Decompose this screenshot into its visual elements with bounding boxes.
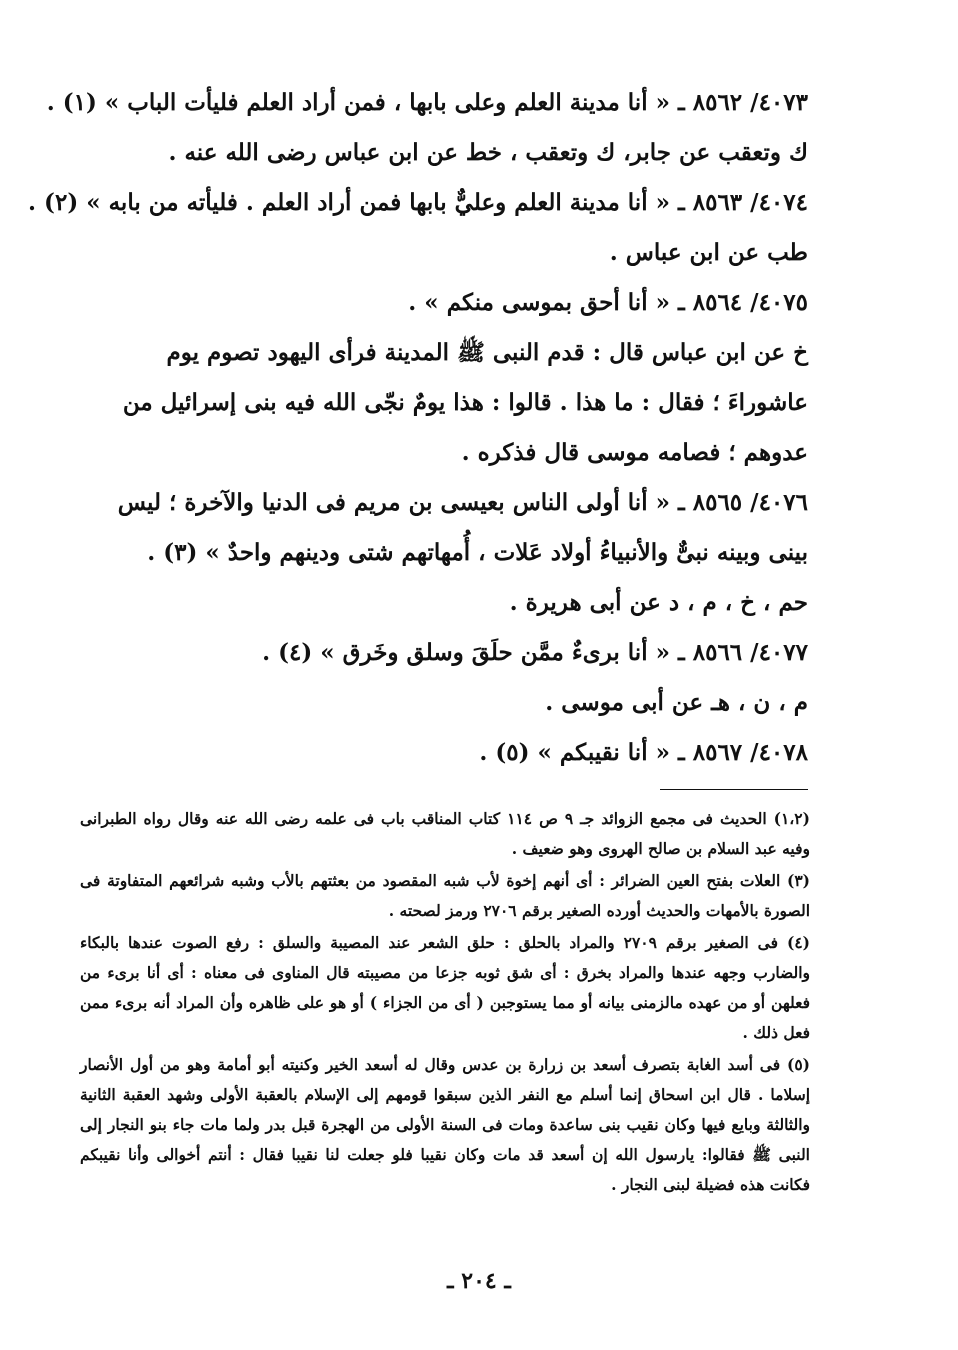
- hadith-4078: ٤٠٧٨/ ٨٥٦٧ ـ « أنا نقيبكم » (٥) .: [479, 739, 808, 766]
- footnote-3: (٣) العلات بفتح العين الضرائر : أى أنهم إخوة لأب شبه المقصود من بعثتهم بالأب وشبه شرائعهم المتفاوتة فى الصورة بالأمهات والحديث أورده الصغير برقم ٢٧٠٦ ورمز لصحته .: [80, 871, 810, 920]
- footnotes: [80, 804, 810, 1202]
- source-4077: م ، ن ، هـ عن أبى موسى .: [545, 689, 808, 716]
- footnote-5: (٥) فى أسد الغابة بتصرف أسعد بن زرارة بن عدس وقال له أسعد الخير وكنيته أبو أمامة وهو من أول الأنصار إسلاما . قال ابن اسحاق إنما أسلم مع النفر الذين سبقوا قومهم إلى الإسلام بالعقبة الأولى وشهد العقبة الثانية والثالثة وبايع فيها وكان نقيب بنى ساعدة ومات فى السنة الأولى من الهجرة قبل بدر ولما مات جاء بنو النجار إلى النبى ﷺ فقالوا: يارسول الله إن أسعد قد مات وكان نقيبا فلو جعلت لنا نقيبا فقال : أنتم أخوالى وأنا نقيبكم فكانت هذه فضيلة لبنى النجار .: [80, 1055, 810, 1194]
- hadith-4074: ٤٠٧٤/ ٨٥٦٣ ـ « أنا مدينة العلم وعليٌّ بابها فمن أراد العلم . فليأته من بابه » (٢) .: [28, 189, 808, 216]
- hadith-4077: ٤٠٧٧/ ٨٥٦٦ ـ « أنا برىءٌ ممَّن حلَقَ وسلق وخَرق » (٤) .: [262, 639, 808, 666]
- hadith-4073: ٤٠٧٣/ ٨٥٦٢ ـ « أنا مدينة العلم وعلى بابها ، فمن أراد العلم فليأت الباب » (١) .: [46, 89, 808, 116]
- source-4075-narration: خ عن ابن عباس قال : قدم النبى ﷺ المدينة فرأى اليهود تصوم يوم عاشوراءَ ؛ فقال : ما هذا . قالوا : هذا يومٌ نجّى الله فيه بنى إسرائيل من عدوهم ؛ فصامه موسى قال فذكره .: [122, 339, 808, 466]
- main-text: [28, 78, 808, 778]
- footnote-1-2: (١،٢) الحديث فى مجمع الزوائد جـ ٩ ص ١١٤ كتاب المناقب باب فى علمه رضى الله عنه وقال رواه الطبرانى وفيه عبد السلام بن صالح الهروى وهو ضعيف .: [80, 809, 810, 858]
- page-number: ـ ٢٠٤ ـ: [447, 1268, 511, 1294]
- source-4073: ك وتعقب عن جابر، ك وتعقب ، خط عن ابن عباس رضى الله عنه .: [168, 139, 808, 166]
- footnote-4: (٤) فى الصغير برقم ٢٧٠٩ والمراد بالحلق : حلق الشعر عند المصيبة والسلق : رفع الصوت عندها بالبكاء والضارب وجهه عندها والمراد بخرق : أى شق ثوبه جزعا من مصيبته قال المناوى فى معناه : أى أنا برىء من فعلهن أو من عهده مالزمنى بيانه أو مما يستوجبن ( أى من الجزاء ) أو هو على ظاهره وأن المراد أنه برىء ممن فعل ذلك .: [80, 933, 810, 1042]
- footnote-separator: [660, 789, 808, 790]
- source-4076: حم ، خ ، م ، د عن أبى هريرة .: [509, 589, 808, 616]
- source-4074: طب عن ابن عباس .: [609, 239, 808, 266]
- hadith-4075: ٤٠٧٥/ ٨٥٦٤ ـ « أنا أحق بموسى منكم » .: [408, 289, 808, 316]
- hadith-4076: ٤٠٧٦/ ٨٥٦٥ ـ « أنا أولى الناس بعيسى بن مريم فى الدنيا والآخرة ؛ ليس بينى وبينه نبىٌّ والأنبياءُ أولاد عَلات ، أُمهاتهم شتى ودينهم واحدٌ » (٣) .: [117, 489, 808, 566]
